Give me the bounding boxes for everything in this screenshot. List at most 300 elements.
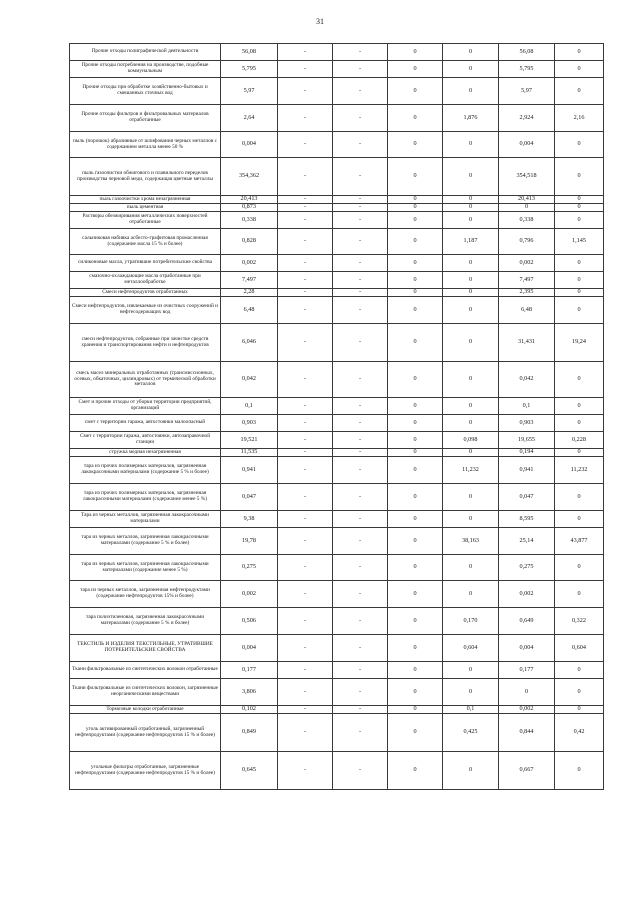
- cell-value-5: 0: [443, 555, 499, 581]
- cell-value-7: 0: [555, 272, 604, 289]
- cell-value-4: 0: [388, 398, 443, 415]
- cell-value-1: 0,941: [221, 457, 278, 484]
- cell-value-3: -: [333, 158, 388, 196]
- cell-value-3: -: [333, 78, 388, 105]
- cell-value-3: -: [333, 635, 388, 662]
- cell-value-3: -: [333, 457, 388, 484]
- cell-value-5: 0: [443, 581, 499, 608]
- cell-waste-name: тара из прочих полимерных материалов, загрязненная лакокрасочными материалами (содержание 5 % и более): [70, 457, 221, 484]
- cell-value-4: 0: [388, 415, 443, 432]
- cell-value-3: -: [333, 528, 388, 555]
- cell-value-4: 0: [388, 158, 443, 196]
- cell-value-1: 11,535: [221, 449, 278, 457]
- cell-waste-name: Ткани фильтровальные из синтетических волокон, загрязненные неорганическими веществами: [70, 679, 221, 706]
- cell-value-2: -: [278, 204, 333, 212]
- cell-value-6: 0,1: [499, 398, 555, 415]
- cell-value-2: -: [278, 324, 333, 362]
- cell-waste-name: тара из черных металлов, загрязненная лакокрасочными материалами (содержание менее 5 %): [70, 555, 221, 581]
- cell-value-2: -: [278, 289, 333, 297]
- cell-value-6: 2,924: [499, 105, 555, 132]
- cell-value-5: 0: [443, 362, 499, 398]
- cell-value-6: 0,047: [499, 484, 555, 511]
- cell-value-5: 0: [443, 255, 499, 272]
- cell-waste-name: Смеси нефтепродуктов, извлекаемые из очистных сооружений и нефтесодержащих вод: [70, 297, 221, 324]
- cell-value-7: 0: [555, 706, 604, 714]
- cell-value-5: 0,098: [443, 432, 499, 449]
- cell-waste-name: силиконовые масла, утратившие потребительские свойства: [70, 255, 221, 272]
- table-row: [70, 635, 604, 662]
- cell-value-6: 0: [499, 679, 555, 706]
- cell-value-7: 0: [555, 581, 604, 608]
- cell-value-5: 0: [443, 297, 499, 324]
- cell-waste-name: Смет с территории гаража, автостоянки, автозаправочной станции: [70, 432, 221, 449]
- cell-value-4: 0: [388, 752, 443, 790]
- waste-table-body: [70, 44, 604, 790]
- table-row: [70, 752, 604, 790]
- cell-value-7: 0: [555, 196, 604, 204]
- cell-value-3: -: [333, 449, 388, 457]
- cell-value-1: 19,78: [221, 528, 278, 555]
- cell-value-1: 0,338: [221, 212, 278, 229]
- cell-value-7: 0: [555, 204, 604, 212]
- cell-value-7: 0: [555, 415, 604, 432]
- cell-value-4: 0: [388, 457, 443, 484]
- cell-value-4: 0: [388, 608, 443, 635]
- table-row: [70, 432, 604, 449]
- table-row: [70, 449, 604, 457]
- cell-value-2: -: [278, 398, 333, 415]
- cell-value-5: 0,604: [443, 635, 499, 662]
- cell-value-7: 0,42: [555, 714, 604, 752]
- page-number: 31: [316, 17, 324, 26]
- cell-value-2: -: [278, 212, 333, 229]
- cell-value-6: 0,796: [499, 229, 555, 255]
- table-row: [70, 581, 604, 608]
- cell-value-4: 0: [388, 662, 443, 679]
- cell-value-3: -: [333, 362, 388, 398]
- cell-value-6: 0,002: [499, 255, 555, 272]
- cell-value-2: -: [278, 229, 333, 255]
- table-row: [70, 398, 604, 415]
- cell-value-6: 56,08: [499, 44, 555, 61]
- cell-value-4: 0: [388, 581, 443, 608]
- cell-value-4: 0: [388, 714, 443, 752]
- cell-value-7: 0: [555, 679, 604, 706]
- cell-value-6: 0,002: [499, 581, 555, 608]
- cell-value-4: 0: [388, 635, 443, 662]
- cell-value-7: 0: [555, 362, 604, 398]
- table-row: [70, 255, 604, 272]
- cell-value-3: -: [333, 608, 388, 635]
- cell-value-1: 0,004: [221, 635, 278, 662]
- cell-value-5: 38,163: [443, 528, 499, 555]
- cell-value-5: 0: [443, 289, 499, 297]
- cell-value-3: -: [333, 105, 388, 132]
- cell-value-1: 2,64: [221, 105, 278, 132]
- cell-value-5: 0: [443, 324, 499, 362]
- cell-value-1: 0,506: [221, 608, 278, 635]
- cell-value-1: 9,38: [221, 511, 278, 528]
- cell-value-5: 0: [443, 212, 499, 229]
- cell-waste-name: тара из черных металлов, загрязненная лакокрасочными материалами (содержание 5 % и более): [70, 528, 221, 555]
- cell-value-5: 0,425: [443, 714, 499, 752]
- cell-value-1: 0,849: [221, 714, 278, 752]
- cell-value-1: 5,97: [221, 78, 278, 105]
- cell-value-7: 1,145: [555, 229, 604, 255]
- cell-value-6: 2,395: [499, 289, 555, 297]
- cell-value-4: 0: [388, 362, 443, 398]
- cell-value-2: -: [278, 484, 333, 511]
- cell-value-3: -: [333, 61, 388, 78]
- cell-value-5: 0: [443, 752, 499, 790]
- cell-value-3: -: [333, 432, 388, 449]
- cell-value-4: 0: [388, 484, 443, 511]
- cell-value-3: -: [333, 324, 388, 362]
- cell-waste-name: пыль газоочистки хрома незагрязненная: [70, 196, 221, 204]
- cell-value-1: 0,275: [221, 555, 278, 581]
- cell-value-5: 0,170: [443, 608, 499, 635]
- cell-value-5: 11,232: [443, 457, 499, 484]
- cell-waste-name: Прочие отходы фильтров и фильтровальных материалов отработанные: [70, 105, 221, 132]
- cell-value-4: 0: [388, 706, 443, 714]
- cell-value-6: 0,002: [499, 706, 555, 714]
- cell-value-6: 0,004: [499, 635, 555, 662]
- cell-value-3: -: [333, 255, 388, 272]
- cell-waste-name: стружка медная незагрязненная: [70, 449, 221, 457]
- cell-value-4: 0: [388, 324, 443, 362]
- cell-waste-name: Прочие отходы потребления на производстве, подобные коммунальным: [70, 61, 221, 78]
- cell-value-6: 0,177: [499, 662, 555, 679]
- table-row: [70, 158, 604, 196]
- cell-value-7: 11,232: [555, 457, 604, 484]
- cell-value-4: 0: [388, 78, 443, 105]
- cell-waste-name: Прочие отходы при обработке хозяйственно-бытовых и смешанных сточных вод: [70, 78, 221, 105]
- table-row: [70, 44, 604, 61]
- cell-value-7: 0: [555, 44, 604, 61]
- cell-value-2: -: [278, 196, 333, 204]
- cell-value-6: 0,667: [499, 752, 555, 790]
- cell-waste-name: пыль газоочистки обжигового и плавильного переделов производства черновой меди, содержащая цветные металлы: [70, 158, 221, 196]
- cell-value-7: 0: [555, 752, 604, 790]
- cell-value-5: 0: [443, 511, 499, 528]
- table-row: [70, 132, 604, 158]
- cell-waste-name: тара из черных металлов, загрязненная нефтепродуктами (содержание нефтепродуктов 15% и более): [70, 581, 221, 608]
- cell-value-4: 0: [388, 272, 443, 289]
- cell-value-1: 0,828: [221, 229, 278, 255]
- cell-waste-name: смазочно-охлаждающие масла отработанные при металлообработке: [70, 272, 221, 289]
- cell-value-3: -: [333, 272, 388, 289]
- cell-value-1: 3,806: [221, 679, 278, 706]
- cell-value-5: 0: [443, 662, 499, 679]
- cell-waste-name: смесь масел минеральных отработанных (трансмиссионных, осевых, обкаточных, цилиндровых) от термической обработки металлов: [70, 362, 221, 398]
- cell-value-4: 0: [388, 229, 443, 255]
- cell-value-2: -: [278, 255, 333, 272]
- table-row: [70, 415, 604, 432]
- cell-value-4: 0: [388, 432, 443, 449]
- cell-value-7: 0: [555, 449, 604, 457]
- cell-value-6: 0,004: [499, 132, 555, 158]
- cell-value-6: 25,14: [499, 528, 555, 555]
- cell-value-3: -: [333, 289, 388, 297]
- cell-value-3: -: [333, 415, 388, 432]
- cell-value-5: 0: [443, 449, 499, 457]
- cell-value-7: 0: [555, 398, 604, 415]
- cell-value-6: 19,655: [499, 432, 555, 449]
- cell-waste-name: уголь активированный отработанный, загрязненный нефтепродуктами (содержание нефтепродуктов 15 % и более): [70, 714, 221, 752]
- cell-value-4: 0: [388, 105, 443, 132]
- cell-value-5: 0: [443, 272, 499, 289]
- cell-value-6: 0,275: [499, 555, 555, 581]
- cell-value-6: 6,48: [499, 297, 555, 324]
- cell-value-4: 0: [388, 61, 443, 78]
- cell-value-1: 0,873: [221, 204, 278, 212]
- table-row: [70, 297, 604, 324]
- cell-value-6: 354,518: [499, 158, 555, 196]
- cell-value-5: 0: [443, 61, 499, 78]
- cell-value-1: 0,903: [221, 415, 278, 432]
- cell-value-1: 7,497: [221, 272, 278, 289]
- cell-waste-name: сальниковая набивка асбесто-графитовая промасленная (содержание масла 15 % и более): [70, 229, 221, 255]
- cell-value-3: -: [333, 706, 388, 714]
- cell-value-2: -: [278, 105, 333, 132]
- table-row: [70, 511, 604, 528]
- cell-value-2: -: [278, 555, 333, 581]
- cell-value-6: 7,497: [499, 272, 555, 289]
- cell-waste-name: смеси нефтепродуктов, собранные при зачистке средств хранения и транспортирования нефти и нефтепродуктов: [70, 324, 221, 362]
- cell-value-7: 0: [555, 158, 604, 196]
- table-row: [70, 662, 604, 679]
- cell-value-3: -: [333, 581, 388, 608]
- table-row: [70, 484, 604, 511]
- cell-value-3: -: [333, 212, 388, 229]
- cell-value-4: 0: [388, 255, 443, 272]
- cell-value-7: 0: [555, 255, 604, 272]
- cell-waste-name: угольные фильтры отработанные, загрязненные нефтепродуктами (содержание нефтепродуктов 15 % и более): [70, 752, 221, 790]
- table-row: [70, 324, 604, 362]
- cell-value-2: -: [278, 362, 333, 398]
- cell-waste-name: Растворы обезжиривания металлических поверхностей отработанные: [70, 212, 221, 229]
- cell-waste-name: Смет и прочие отходы от уборки территории предприятий, организаций: [70, 398, 221, 415]
- cell-value-1: 0,645: [221, 752, 278, 790]
- cell-value-5: 1,876: [443, 105, 499, 132]
- cell-waste-name: пыль цементная: [70, 204, 221, 212]
- cell-value-2: -: [278, 679, 333, 706]
- cell-value-6: 8,595: [499, 511, 555, 528]
- cell-value-3: -: [333, 662, 388, 679]
- cell-value-2: -: [278, 714, 333, 752]
- cell-value-1: 0,102: [221, 706, 278, 714]
- table-row: [70, 714, 604, 752]
- cell-value-2: -: [278, 662, 333, 679]
- table-row: [70, 61, 604, 78]
- cell-value-3: -: [333, 229, 388, 255]
- waste-table: [69, 43, 604, 790]
- cell-value-2: -: [278, 44, 333, 61]
- cell-value-2: -: [278, 432, 333, 449]
- cell-value-2: -: [278, 132, 333, 158]
- cell-value-2: -: [278, 581, 333, 608]
- cell-value-7: 0,228: [555, 432, 604, 449]
- cell-value-3: -: [333, 132, 388, 158]
- cell-value-6: 0,338: [499, 212, 555, 229]
- cell-waste-name: Ткани фильтровальные из синтетических волокон отработанные: [70, 662, 221, 679]
- cell-waste-name: Смеси нефтепродуктов отработанных: [70, 289, 221, 297]
- cell-waste-name: тара из прочих полимерных материалов, загрязненная лакокрасочными материалами (содержание менее 5 %): [70, 484, 221, 511]
- cell-value-5: 1,187: [443, 229, 499, 255]
- cell-value-5: 0: [443, 484, 499, 511]
- table-row: [70, 229, 604, 255]
- cell-value-7: 43,877: [555, 528, 604, 555]
- cell-value-2: -: [278, 449, 333, 457]
- cell-value-1: 19,521: [221, 432, 278, 449]
- cell-value-1: 0,004: [221, 132, 278, 158]
- cell-waste-name: смет с территории гаража, автостоянки малоопасный: [70, 415, 221, 432]
- cell-value-5: 0: [443, 78, 499, 105]
- table-row: [70, 706, 604, 714]
- cell-value-6: 0,903: [499, 415, 555, 432]
- cell-value-4: 0: [388, 289, 443, 297]
- cell-value-7: 0: [555, 289, 604, 297]
- cell-value-7: 0: [555, 662, 604, 679]
- cell-waste-name: Прочие отходы полиграфической деятельности: [70, 44, 221, 61]
- cell-value-4: 0: [388, 449, 443, 457]
- cell-value-3: -: [333, 44, 388, 61]
- cell-value-7: 19,24: [555, 324, 604, 362]
- cell-value-4: 0: [388, 528, 443, 555]
- table-row: [70, 289, 604, 297]
- table-row: [70, 196, 604, 204]
- cell-value-2: -: [278, 752, 333, 790]
- cell-value-7: 0,604: [555, 635, 604, 662]
- cell-value-5: 0: [443, 679, 499, 706]
- cell-value-6: 31,431: [499, 324, 555, 362]
- cell-waste-name: Тара из черных металлов, загрязненная лакокрасочными материалами: [70, 511, 221, 528]
- table-row: [70, 212, 604, 229]
- cell-value-3: -: [333, 714, 388, 752]
- cell-value-4: 0: [388, 44, 443, 61]
- cell-value-1: 0,177: [221, 662, 278, 679]
- cell-value-1: 6,48: [221, 297, 278, 324]
- cell-value-5: 0: [443, 132, 499, 158]
- cell-value-2: -: [278, 415, 333, 432]
- cell-value-7: 0: [555, 555, 604, 581]
- cell-value-2: -: [278, 61, 333, 78]
- cell-value-4: 0: [388, 196, 443, 204]
- table-row: [70, 272, 604, 289]
- table-row: [70, 528, 604, 555]
- cell-value-7: 0: [555, 132, 604, 158]
- cell-value-3: -: [333, 297, 388, 324]
- cell-value-3: -: [333, 398, 388, 415]
- cell-value-6: 0,649: [499, 608, 555, 635]
- cell-value-7: 0: [555, 484, 604, 511]
- cell-value-7: 0: [555, 61, 604, 78]
- cell-value-2: -: [278, 158, 333, 196]
- cell-value-2: -: [278, 608, 333, 635]
- cell-value-4: 0: [388, 212, 443, 229]
- cell-value-7: 2,16: [555, 105, 604, 132]
- cell-value-2: -: [278, 297, 333, 324]
- cell-value-3: -: [333, 511, 388, 528]
- cell-value-7: 0: [555, 511, 604, 528]
- cell-value-1: 0,002: [221, 581, 278, 608]
- table-row: [70, 204, 604, 212]
- cell-value-4: 0: [388, 297, 443, 324]
- table-row: [70, 457, 604, 484]
- cell-value-1: 2,28: [221, 289, 278, 297]
- cell-value-6: 0,941: [499, 457, 555, 484]
- cell-value-2: -: [278, 457, 333, 484]
- cell-value-7: 0,322: [555, 608, 604, 635]
- cell-value-6: 0,844: [499, 714, 555, 752]
- cell-value-6: 20,413: [499, 196, 555, 204]
- cell-value-1: 0,002: [221, 255, 278, 272]
- cell-value-5: 0: [443, 398, 499, 415]
- cell-waste-name: тара полиэтиленовая, загрязненная лакокрасочными материалами (содержание 5 % и более): [70, 608, 221, 635]
- cell-value-5: 0: [443, 158, 499, 196]
- cell-waste-name: ТЕКСТИЛЬ И ИЗДЕЛИЯ ТЕКСТИЛЬНЫЕ, УТРАТИВШИЕ ПОТРЕБИТЕЛЬСКИЕ СВОЙСТВА: [70, 635, 221, 662]
- cell-waste-name: Тормозные колодки отработанные: [70, 706, 221, 714]
- cell-value-3: -: [333, 204, 388, 212]
- table-row: [70, 608, 604, 635]
- cell-value-2: -: [278, 78, 333, 105]
- cell-value-5: 0: [443, 204, 499, 212]
- cell-value-2: -: [278, 272, 333, 289]
- cell-value-2: -: [278, 528, 333, 555]
- cell-value-1: 0,1: [221, 398, 278, 415]
- cell-value-5: 0: [443, 415, 499, 432]
- cell-value-5: 0: [443, 44, 499, 61]
- cell-value-5: 0,1: [443, 706, 499, 714]
- cell-value-4: 0: [388, 555, 443, 581]
- cell-value-6: 0,042: [499, 362, 555, 398]
- table-row: [70, 362, 604, 398]
- cell-value-3: -: [333, 196, 388, 204]
- cell-value-7: 0: [555, 297, 604, 324]
- cell-value-4: 0: [388, 132, 443, 158]
- cell-waste-name: пыль (порошок) абразивные от шлифования черных металлов с содержанием металла менее 50 %: [70, 132, 221, 158]
- cell-value-1: 20,413: [221, 196, 278, 204]
- cell-value-4: 0: [388, 511, 443, 528]
- table-row: [70, 555, 604, 581]
- table-row: [70, 78, 604, 105]
- cell-value-6: 0: [499, 204, 555, 212]
- cell-value-2: -: [278, 635, 333, 662]
- table-row: [70, 679, 604, 706]
- cell-value-7: 0: [555, 78, 604, 105]
- cell-value-2: -: [278, 706, 333, 714]
- cell-value-3: -: [333, 484, 388, 511]
- cell-value-3: -: [333, 555, 388, 581]
- cell-value-4: 0: [388, 204, 443, 212]
- cell-value-6: 5,795: [499, 61, 555, 78]
- cell-value-1: 354,362: [221, 158, 278, 196]
- cell-value-1: 56,08: [221, 44, 278, 61]
- cell-value-6: 0,194: [499, 449, 555, 457]
- cell-value-4: 0: [388, 679, 443, 706]
- cell-value-7: 0: [555, 212, 604, 229]
- cell-value-3: -: [333, 679, 388, 706]
- cell-value-2: -: [278, 511, 333, 528]
- cell-value-1: 6,046: [221, 324, 278, 362]
- cell-value-6: 5,97: [499, 78, 555, 105]
- cell-value-5: 0: [443, 196, 499, 204]
- cell-value-1: 0,047: [221, 484, 278, 511]
- table-row: [70, 105, 604, 132]
- cell-value-3: -: [333, 752, 388, 790]
- cell-value-1: 5,795: [221, 61, 278, 78]
- cell-value-1: 0,042: [221, 362, 278, 398]
